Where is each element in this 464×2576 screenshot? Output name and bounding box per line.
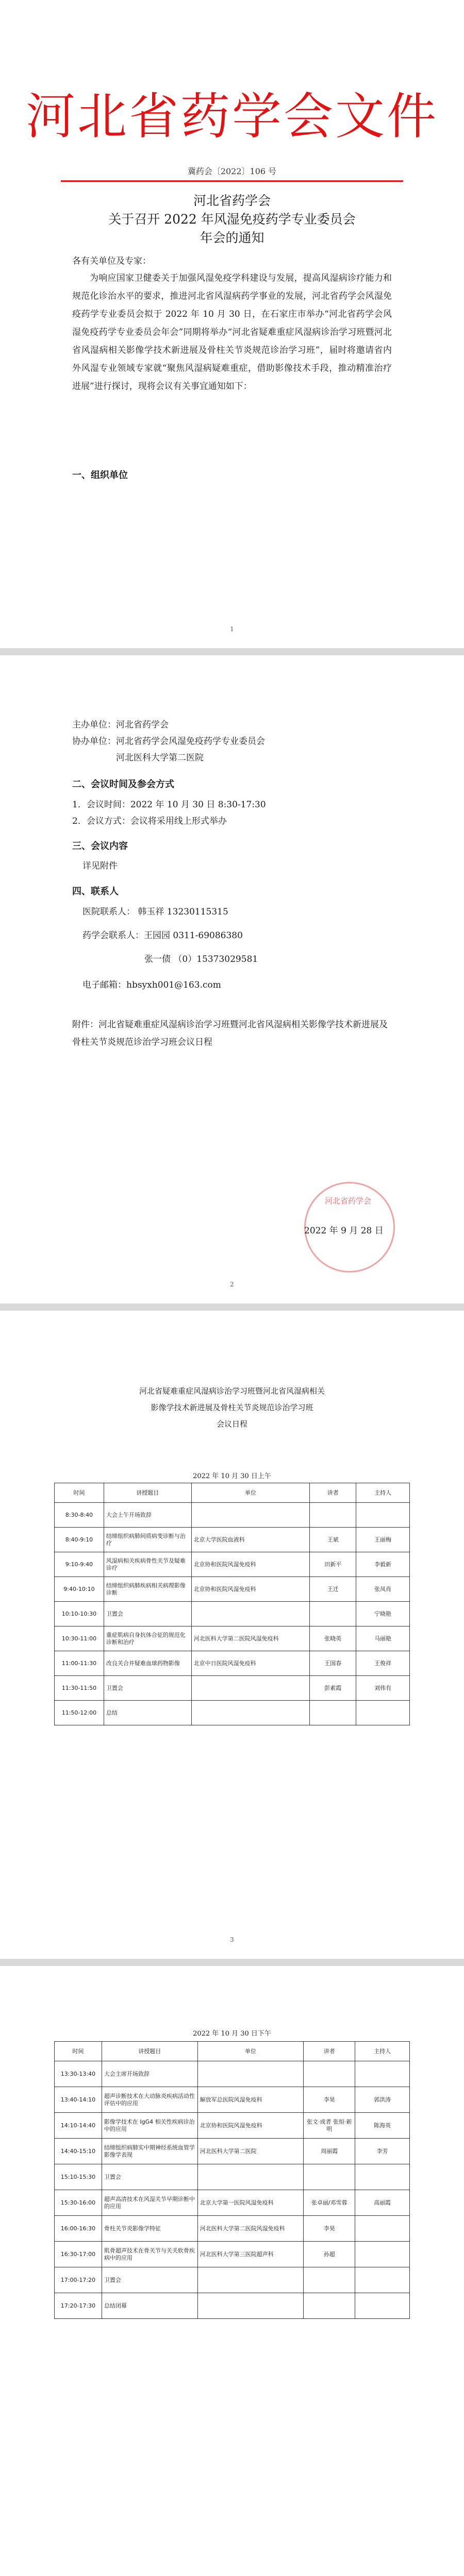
- table-cell: 田新平: [310, 1552, 356, 1577]
- table-row: [55, 1651, 410, 1676]
- table-cell: 总结: [104, 1701, 191, 1725]
- title-line: 年会的通知: [200, 230, 264, 245]
- table-row: [55, 1577, 410, 1602]
- table-cell: [191, 1602, 310, 1626]
- table-cell: 王斌: [310, 1528, 356, 1552]
- table-cell: 10:10-10:30: [55, 1602, 104, 1626]
- table-cell: 张凤肖: [356, 1577, 410, 1602]
- table-cell: 李昊: [304, 2087, 355, 2113]
- co-organizer: 河北医科大学第二医院: [116, 753, 204, 763]
- table-cell: 卫置会: [104, 1602, 191, 1626]
- column-header: 时间: [55, 1483, 104, 1503]
- table-row: [55, 2139, 410, 2164]
- table-cell: [310, 1602, 356, 1626]
- table-cell: [191, 1676, 310, 1701]
- table-row: [55, 1552, 410, 1577]
- section-heading: 三、会议内容: [72, 841, 128, 852]
- agenda-table-morning: [54, 1483, 410, 1725]
- table-cell: 13:30-13:40: [55, 2061, 102, 2087]
- table-row: [55, 2087, 410, 2113]
- table-cell: 结缔组织病肺疾病相关病理影像诊断: [104, 1577, 191, 1602]
- hospital-contact: 医院联系人： 韩玉祥 13230115315: [82, 907, 228, 917]
- table-cell: [310, 1701, 356, 1725]
- table-cell: 总结闭幕: [102, 2293, 197, 2319]
- table-row: [55, 2216, 410, 2242]
- table-cell: 13:40-14:10: [55, 2087, 102, 2113]
- table-cell: 16:00-16:30: [55, 2216, 102, 2242]
- table-caption: 2022 年 10 月 30 日上午: [193, 1472, 271, 1480]
- table-cell: 张文·成者 张烜·新明: [304, 2113, 355, 2139]
- title-line: 河北省药学会: [193, 193, 271, 208]
- table-cell: [197, 2061, 304, 2087]
- table-cell: 卫置会: [102, 2267, 197, 2293]
- table-cell: 大会上午开场致辞: [104, 1503, 191, 1528]
- table-cell: [191, 1503, 310, 1528]
- meeting-time: 1．会议时间：2022 年 10 月 30 日 8:30-17:30: [72, 800, 266, 810]
- table-row: [55, 2061, 410, 2087]
- table-cell: 重症肌病自身抗体合征的规范化诊断和治疗: [104, 1626, 191, 1651]
- table-cell: 17:20-17:30: [55, 2293, 102, 2319]
- table-cell: 彭素霞: [310, 1676, 356, 1701]
- table-row: [55, 2113, 410, 2139]
- table-row: [55, 2267, 410, 2293]
- table-cell: [304, 2061, 355, 2087]
- document-number: 冀药会〔2022〕106 号: [187, 166, 277, 176]
- table-cell: 肌骨超声技术在骨关节与关关软骨疾病中的应用: [102, 2242, 197, 2267]
- society-contact-2: 张一债 （0）15373029581: [144, 954, 258, 964]
- table-cell: [355, 2164, 410, 2190]
- table-cell: 14:10-14:40: [55, 2113, 102, 2139]
- column-header: 讲者: [310, 1483, 356, 1503]
- table-cell: 15:30-16:00: [55, 2190, 102, 2216]
- page-2: [0, 655, 464, 1303]
- table-cell: [355, 2267, 410, 2293]
- sign-date: 2022 年 9 月 28 日: [304, 1226, 384, 1236]
- seal-text: 河北省药学会: [324, 1196, 371, 1206]
- table-cell: 17:00-17:20: [55, 2267, 102, 2293]
- red-divider: [61, 180, 403, 182]
- agenda-title: [61, 1383, 403, 1432]
- attachment-note: 附件：河北省疑难重症风湿病诊治学习班暨河北省风湿病相关影像学技术新进展及骨柱关节炎规范诊治学习班会议日程: [72, 1020, 388, 1047]
- table-cell: 周丽霞: [304, 2139, 355, 2164]
- table-row: [55, 1701, 410, 1725]
- table-cell: 李毅新: [356, 1552, 410, 1577]
- table-cell: 大会主席开场致辞: [102, 2061, 197, 2087]
- column-header: 时间: [55, 2042, 102, 2061]
- column-header: 讲授题目: [104, 1483, 191, 1503]
- page-3: [0, 1311, 464, 1959]
- table-cell: 超声高清技术在风湿关节早期诊断中的应用: [102, 2190, 197, 2216]
- table-cell: 河北医科大学第二医院风湿免疫科: [197, 2216, 304, 2242]
- table-row: [55, 1528, 410, 1552]
- table-row: [55, 2190, 410, 2216]
- table-row: [55, 1503, 410, 1528]
- table-cell: [355, 2242, 410, 2267]
- table-row: [55, 2293, 410, 2319]
- table-cell: 9:10-9:40: [55, 1552, 104, 1577]
- column-header: 讲者: [304, 2042, 355, 2061]
- table-row: [55, 1676, 410, 1701]
- table-row: [55, 2242, 410, 2267]
- table-cell: 结缔组织病肺间质病变诊断与治疗: [104, 1528, 191, 1552]
- table-cell: 李芳: [355, 2139, 410, 2164]
- salutation: 各有关单位及专家：: [72, 256, 151, 266]
- co-organizer: 协办单位：河北省药学会风湿免疫药学专业委员会: [72, 736, 265, 747]
- column-header: 单位: [191, 1483, 310, 1503]
- table-cell: 宁晓艳: [356, 1602, 410, 1626]
- table-cell: 河北医科大学第三医院超声科: [197, 2242, 304, 2267]
- section-heading: 一、组织单位: [72, 470, 128, 481]
- table-cell: [197, 2164, 304, 2190]
- page-1: [0, 0, 464, 648]
- table-cell: 10:30-11:00: [55, 1626, 104, 1651]
- table-cell: 风湿病相关疾病骨性关节及疑难诊疗: [104, 1552, 191, 1577]
- table-cell: 15:10-15:30: [55, 2164, 102, 2190]
- table-cell: [191, 1701, 310, 1725]
- email: 电子邮箱：hbsyxh001@163.com: [82, 980, 221, 990]
- table-cell: 张晓英: [310, 1626, 356, 1651]
- page-number: 3: [230, 1936, 234, 1943]
- table-header-row: [55, 2042, 410, 2061]
- table-cell: 16:30-17:00: [55, 2242, 102, 2267]
- table-cell: 卫置会: [102, 2164, 197, 2190]
- table-cell: 骨柱关节炎影像学特征: [102, 2216, 197, 2242]
- table-cell: 北京中日医院风湿免疫科: [191, 1651, 310, 1676]
- title-line: 河北省疑难重症风湿病诊治学习班暨河北省风湿病相关: [139, 1386, 325, 1396]
- meeting-mode: 2．会议方式：会议将采用线上形式举办: [72, 816, 227, 826]
- table-cell: 14:40-15:10: [55, 2139, 102, 2164]
- table-cell: [310, 1503, 356, 1528]
- table-row: [55, 1626, 410, 1651]
- meeting-content: 详见附件: [82, 861, 118, 871]
- table-cell: [197, 2293, 304, 2319]
- title-line: 影像学技术新进展及骨柱关节炎规范诊治学习班: [151, 1403, 313, 1412]
- title-line: 会议日程: [216, 1419, 247, 1429]
- agenda-table-afternoon: [54, 2041, 410, 2319]
- table-cell: [356, 1503, 410, 1528]
- table-cell: 张卓丽/邓雪蓉: [304, 2190, 355, 2216]
- table-header-row: [55, 1483, 410, 1503]
- table-cell: 8:30-8:40: [55, 1503, 104, 1528]
- notice-body: 为响应国家卫健委关于加强风湿免疫学科建设与发展，提高风湿病诊疗能力和规范化诊治水平的要求，推进河北省风湿病药学事业的发展，河北省药学会风湿免疫药学专业委员会拟于 2022 年 10 月 30 日，在石家庄市举办“河北省药学会风湿免疫药学专业委员会年会”同期将举办“河北省疑难重症风湿病诊治学习班暨河北省风湿病相关影像学技术新进展及骨柱关节炎规范诊治学习班”，届时将邀请省内外风湿专业领域专家就“聚焦风湿病疑难重症，借助影像技术手段，推动精准治疗进展”进行探讨，现将会议有关事宜通知如下：: [72, 273, 392, 392]
- table-cell: 结缔组织病肺实中期神经系统血管学影像学表现: [102, 2139, 197, 2164]
- table-cell: 北京协和医院风湿免疫科: [191, 1552, 310, 1577]
- column-header: 讲授题目: [102, 2042, 197, 2061]
- table-cell: 李昊: [304, 2216, 355, 2242]
- page-4: [0, 1966, 464, 2576]
- table-cell: 卫置会: [104, 1676, 191, 1701]
- table-cell: 11:00-11:30: [55, 1651, 104, 1676]
- table-cell: 11:50-12:00: [55, 1701, 104, 1725]
- title-line: 关于召开 2022 年风湿免疫药学专业委员会: [108, 212, 356, 227]
- table-cell: [355, 2293, 410, 2319]
- table-cell: [304, 2267, 355, 2293]
- table-cell: 河北医科大学第二医院风湿免疫科: [191, 1626, 310, 1651]
- table-cell: 孙超: [304, 2242, 355, 2267]
- table-cell: 高丽霞: [355, 2190, 410, 2216]
- column-header: 单位: [197, 2042, 304, 2061]
- column-header: 主持人: [356, 1483, 410, 1503]
- table-cell: 王丽梅: [356, 1528, 410, 1552]
- table-cell: 河北医科大学第二医院: [197, 2139, 304, 2164]
- table-cell: 王国春: [310, 1651, 356, 1676]
- notice-title: [61, 192, 403, 247]
- table-cell: 王迁: [310, 1577, 356, 1602]
- table-row: [55, 2164, 410, 2190]
- table-cell: [355, 2216, 410, 2242]
- table-cell: [304, 2164, 355, 2190]
- table-cell: [197, 2267, 304, 2293]
- table-row: [55, 1602, 410, 1626]
- table-cell: [304, 2293, 355, 2319]
- table-cell: 北京协和医院风湿免疫科: [197, 2113, 304, 2139]
- document-header: 河北省药学会文件: [26, 88, 438, 145]
- table-cell: 陈海英: [355, 2113, 410, 2139]
- table-cell: 北京大学医院血液科: [191, 1528, 310, 1552]
- table-cell: 马丽艳: [356, 1626, 410, 1651]
- table-cell: [356, 1701, 410, 1725]
- page-number: 1: [230, 625, 234, 633]
- host-organizer: 主办单位：河北省药学会: [72, 720, 169, 730]
- table-cell: 刘伟有: [356, 1676, 410, 1701]
- table-cell: 解放军总医院风湿免疫科: [197, 2087, 304, 2113]
- table-cell: 影像学技术在 IgG4 相关性疾病诊治中的应用: [102, 2113, 197, 2139]
- table-cell: 11:30-11:50: [55, 1676, 104, 1701]
- page-number: 2: [230, 1281, 234, 1288]
- table-cell: 改良关合并疑难血球药物影像: [104, 1651, 191, 1676]
- table-cell: 郭洪涛: [355, 2087, 410, 2113]
- table-cell: 8:40-9:10: [55, 1528, 104, 1552]
- section-heading: 四、联系人: [72, 886, 119, 897]
- table-cell: [355, 2061, 410, 2087]
- table-cell: 王俊祥: [356, 1651, 410, 1676]
- table-cell: 9:40-10:10: [55, 1577, 104, 1602]
- section-heading: 二、会议时间及参会方式: [72, 779, 174, 790]
- society-contact: 药学会联系人：王园园 0311-69086380: [82, 930, 243, 941]
- table-cell: 超声诊断技术在大动脉炎疾病活动性评估中的应用: [102, 2087, 197, 2113]
- table-caption: 2022 年 10 月 30 日下午: [193, 2030, 271, 2038]
- table-cell: 北京协和医院风湿免疫科: [191, 1577, 310, 1602]
- column-header: 主持人: [355, 2042, 410, 2061]
- table-cell: 北京大学第一医院风湿免疫科: [197, 2190, 304, 2216]
